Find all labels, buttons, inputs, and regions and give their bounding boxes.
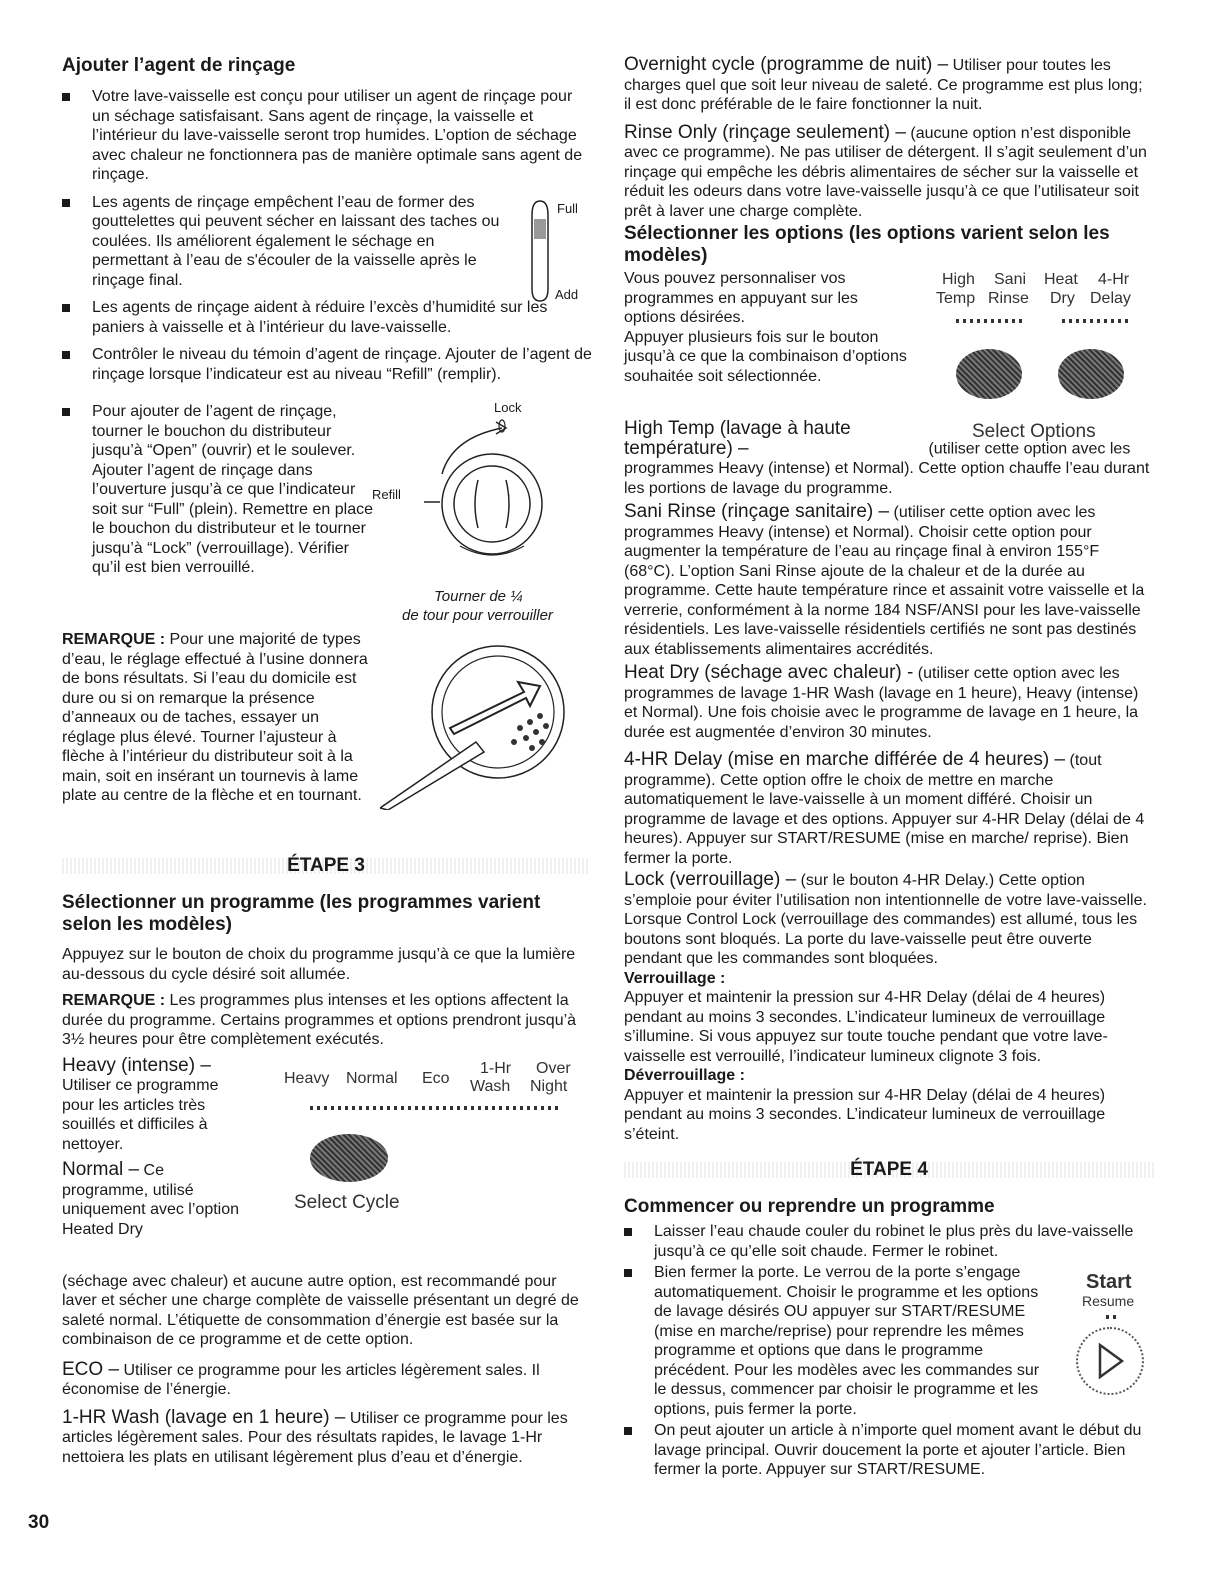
cycle-intro: Appuyez sur le bouton de choix du programme jusqu’à ce que la lumière au-dessous du cycle désiré soit allumée. bbox=[62, 946, 576, 983]
unlock-subheading: Déverrouillage : bbox=[624, 1067, 745, 1084]
option-label-sani: Sani bbox=[994, 271, 1027, 288]
bullet-icon bbox=[62, 93, 70, 101]
cycle-heading: Sélectionner un programme (les programmes varient selon les modèles) bbox=[62, 892, 541, 935]
adjuster-arrow-illustration bbox=[380, 632, 580, 810]
lock-text: Lock (verrouillage) – (sur le bouton 4-HR Delay.) Cette option s’emploie pour éviter l’utilisation non intentionnelle de votre lave-vaisselle. Lorsque Control Lock (verrouillage des commandes) est allumé, tous les boutons sont bloqués. La porte du lave-vaisselle peut être ouverte pendant que les commandes sont bloquées. bbox=[624, 869, 1147, 967]
list-item: Les agents de rinçage aident à réduire l’excès d’humidité sur les paniers à vaisselle et à l’intérieur du lave-vaisselle. bbox=[62, 298, 592, 337]
list-item: Bien fermer la porte. Le verrou de la porte s’engage automatiquement. Choisir le programme et les options de lavage désirés OU appuyer sur START/RESUME (mise en marche/reprise) pour reprendre les mêmes programme et options que dans le programme précédent. Pour les modèles avec les commandes sur le dessus, commencer par choisir le programme et les options, puis fermer la porte. bbox=[624, 1263, 1049, 1419]
unlock-instructions: Appuyer et maintenir la pression sur 4-HR Delay (délai de 4 heures) pendant au moins 3 secondes. L’indicateur lumineux de verrouillage s’éteint. bbox=[624, 1086, 1106, 1143]
options-indicator-lights bbox=[1062, 319, 1130, 323]
option-button-2[interactable] bbox=[1058, 349, 1124, 399]
rinse-aid-heading: Ajouter l’agent de rinçage bbox=[62, 55, 296, 76]
cycle-note: REMARQUE : Les programmes plus intenses et les options affectent la durée du programme. Certains programmes et options prendront jusqu’à 3½ heures pour être complètement exécutés. bbox=[62, 992, 577, 1048]
options-heading: Sélectionner les options (les options varient selon les modèles) bbox=[624, 223, 1110, 266]
note-paragraph: REMARQUE : Pour une majorité de types d’eau, le réglage effectué à l’usine donnera de bons résultats. Si l’eau du domicile est dure ou si on remarque la présence d’anneaux ou de taches, essayer un réglage plus élevé. Tourner l’ajusteur à flèche à l’intérieur du distributeur soit à la main, soit en insérant un tournevis à lame plate au centre de la flèche et en tournant. bbox=[62, 631, 368, 804]
eco-cycle-text: ECO – Utiliser ce programme pour les articles légèrement sales. Il économise de l’énergie. bbox=[62, 1358, 540, 1398]
options-text: Vous pouvez personnaliser vos programmes en appuyant sur les options désirées. bbox=[624, 270, 858, 326]
step-3-banner: ÉTAPE 3 bbox=[62, 854, 590, 878]
gauge-full-label: Full bbox=[557, 200, 578, 216]
heat-dry-text: Heat Dry (séchage avec chaleur) - (utiliser cette option avec les programmes de lavage 1-HR Wash (lavage en 1 heure), Heavy (intense) et Normal). Une fois choisie avec le programme de lavage en 1 heure, la durée est augmentée d’environ 30 minutes. bbox=[624, 662, 1139, 741]
dispenser-dial-icon bbox=[392, 414, 562, 574]
option-label-rinse: Rinse bbox=[988, 290, 1029, 307]
dial-refill-label: Refill bbox=[372, 487, 401, 502]
rinse-only-text: Rinse Only (rinçage seulement) – (aucune option n’est disponible avec ce programme). Ne pas utiliser de détergent. Il s’agit seulement d’un rinçage qui empêche les débris alimentaires de sécher sur la vaisselle et réduit les odeurs dans votre lave-vaisselle jusqu’à ce que l’utilisateur soit prêt à laver une charge complète. bbox=[624, 121, 1147, 220]
select-cycle-button[interactable] bbox=[310, 1134, 388, 1182]
list-item: Laisser l’eau chaude couler du robinet le plus près du lave-vaisselle jusqu’à ce qu’elle soit chaude. Fermer le robinet. bbox=[624, 1222, 1154, 1261]
lock-subheading: Verrouillage : bbox=[624, 969, 726, 987]
normal-cycle-text: Normal – Ce programme, utilisé uniquement avec l’option Heated Dry bbox=[62, 1159, 240, 1238]
bullet-icon bbox=[62, 304, 70, 312]
start-label: Start bbox=[1086, 1271, 1132, 1293]
delay-text: 4-HR Delay (mise en marche différée de 4 heures) – (tout programme). Cette option offre le choix de mettre en marche automatiquement le lave-vaisselle à un moment différé. Choisir un programme de lavage et des options. Appuyer sur 4-HR Delay (délai de 4 heures). Appuyer sur START/RESUME (mise en marche/ reprise). Bien fermer la porte. bbox=[624, 749, 1145, 867]
start-heading: Commencer ou reprendre un programme bbox=[624, 1196, 995, 1217]
panel-label-over: Over bbox=[536, 1059, 571, 1077]
bullet-icon bbox=[624, 1427, 632, 1435]
option-label-delay: Delay bbox=[1090, 290, 1131, 307]
wash-cycle-text: 1-HR Wash (lavage en 1 heure) – Utiliser ce programme pour les articles légèrement sales. Pour des résultats rapides, le lavage 1-Hr nettoiera les plats en utilisant légèrement plus d’eau et d’énergie. bbox=[62, 1406, 568, 1466]
option-label-high: High bbox=[942, 271, 975, 288]
panel-label-1hr: 1-Hr bbox=[480, 1059, 512, 1077]
normal-cycle-text-cont: (séchage avec chaleur) et aucune autre option, est recommandé pour laver et sécher une charge complète de vaisselle présentant un degré de saleté normal. L’étiquette de consommation d’énergie est basée sur la combinaison de ce programme et de cette option. bbox=[62, 1272, 579, 1348]
option-label-dry: Dry bbox=[1050, 290, 1075, 307]
overnight-cycle-text: Overnight cycle (programme de nuit) – Utiliser pour toutes les charges quel que soit leur niveau de saleté. Ce programme est plus long; il est donc préférable de le faire fonctionner la nuit. bbox=[624, 54, 1143, 113]
cycle-indicator-lights bbox=[310, 1106, 562, 1110]
lock-instructions: Appuyer et maintenir la pression sur 4-HR Delay (délai de 4 heures) pendant au moins 3 secondes. L’indicateur lumineux de verrouillage s’illumine. Si vous appuyez sur toute touche pendant que votre lave-vaisselle est verrouillé, l’indicateur lumineux clignote 3 fois. bbox=[624, 989, 1108, 1065]
option-button-1[interactable] bbox=[956, 349, 1022, 399]
dial-caption: de tour pour verrouiller bbox=[402, 607, 553, 624]
play-icon bbox=[1096, 1343, 1126, 1379]
bullet-icon bbox=[62, 351, 70, 359]
start-resume-button[interactable] bbox=[1076, 1327, 1144, 1395]
panel-label-wash: Wash bbox=[470, 1077, 511, 1095]
resume-label: Resume bbox=[1082, 1293, 1135, 1309]
panel-label-eco: Eco bbox=[422, 1069, 450, 1087]
bullet-icon bbox=[624, 1228, 632, 1236]
step-4-banner: ÉTAPE 4 bbox=[624, 1158, 1154, 1182]
bullet-icon bbox=[624, 1269, 632, 1277]
right-column bbox=[624, 55, 1154, 1488]
sani-rinse-text: Sani Rinse (rinçage sanitaire) – (utiliser cette option avec les programmes Heavy (intense) et Normal). Choisir cette option pour augmenter la température de l’eau au rinçage final à environ 155°F (68°C). L’option Sani Rinse ajoute de la chaleur et de la durée au programme. Cette haute température rince et assainit votre vaisselle et la verrerie, conformément à la norme 184 NSF/ANSI pour les lave-vaisselle résidentiels. Les lave-vaisselle résidentiels certifiés ne sont pas destinés aux établissements alimentaires accrédités. bbox=[624, 501, 1145, 658]
list-item: Contrôler le niveau du témoin d’agent de rinçage. Ajouter de l’agent de rinçage lorsque l’indicateur est au niveau “Refill” (remplir). bbox=[62, 345, 592, 384]
panel-label-normal: Normal bbox=[346, 1069, 398, 1087]
list-item: Pour ajouter de l’agent de rinçage, tourner le bouchon du distributeur jusqu’à “Open” (ouvrir) et le soulever. Ajouter l’agent de rinçage dans l’ouverture jusqu’à ce que l’indicateur soit sur “Full” (plein). Remettre en place le bouchon du distributeur et le tourner jusqu’à “Lock” (verrouillage). Vérifier qu’il est bien verrouillé. bbox=[62, 402, 374, 578]
option-label-4hr: 4-Hr bbox=[1098, 271, 1130, 288]
select-options-label: Select Options bbox=[972, 421, 1096, 442]
options-indicator-lights bbox=[956, 319, 1024, 323]
list-item: Votre lave-vaisselle est conçu pour utiliser un agent de rinçage pour un séchage satisfaisant. Sans agent de rinçage, la vaisselle et l’intérieur du lave-vaisselle seront trop humides. L’option de séchage avec chaleur ne fonctionnera pas de manière optimale sans agent de rinçage. bbox=[62, 87, 592, 185]
panel-label-night: Night bbox=[530, 1077, 568, 1095]
list-item: On peut ajouter un article à n’importe quel moment avant le début du lavage principal. Ouvrir doucement la porte et ajouter l’article. Bien fermer la porte. Appuyer sur START/RESUME. bbox=[624, 1421, 1154, 1480]
list-item: Les agents de rinçage empêchent l’eau de former des gouttelettes qui peuvent sécher en laissant des taches ou coulées. Ils améliorent également le séchage en permettant à l’eau de s'écouler de la vaisselle après le rinçage final. bbox=[62, 193, 502, 291]
panel-label-heavy: Heavy bbox=[284, 1069, 330, 1087]
page-number: 30 bbox=[28, 1512, 50, 1533]
start-indicator-light bbox=[1106, 1315, 1116, 1319]
dial-caption: Tourner de ¼ bbox=[434, 588, 523, 605]
option-label-heat: Heat bbox=[1044, 271, 1078, 288]
bullet-icon bbox=[62, 199, 70, 207]
left-column bbox=[62, 55, 590, 1467]
heavy-cycle-text: Heavy (intense) – Utiliser ce programme pour les articles très souillés et difficiles à nettoyer. bbox=[62, 1054, 219, 1153]
select-cycle-label: Select Cycle bbox=[294, 1191, 400, 1213]
options-text: Appuyer plusieurs fois sur le bouton jusqu’à ce que la combinaison d’options souhaitée soit sélectionnée. bbox=[624, 328, 907, 385]
bullet-icon bbox=[62, 408, 70, 416]
dial-lock-label: Lock bbox=[494, 400, 522, 415]
high-temp-text: High Temp (lavage à haute température) – (utiliser cette option avec les programmes Heavy (intense) et Normal). Cette option chauffe l’eau durant les portions de lavage du programme. bbox=[624, 418, 1150, 497]
option-label-temp: Temp bbox=[936, 290, 976, 307]
gauge-add-label: Add bbox=[555, 286, 579, 302]
